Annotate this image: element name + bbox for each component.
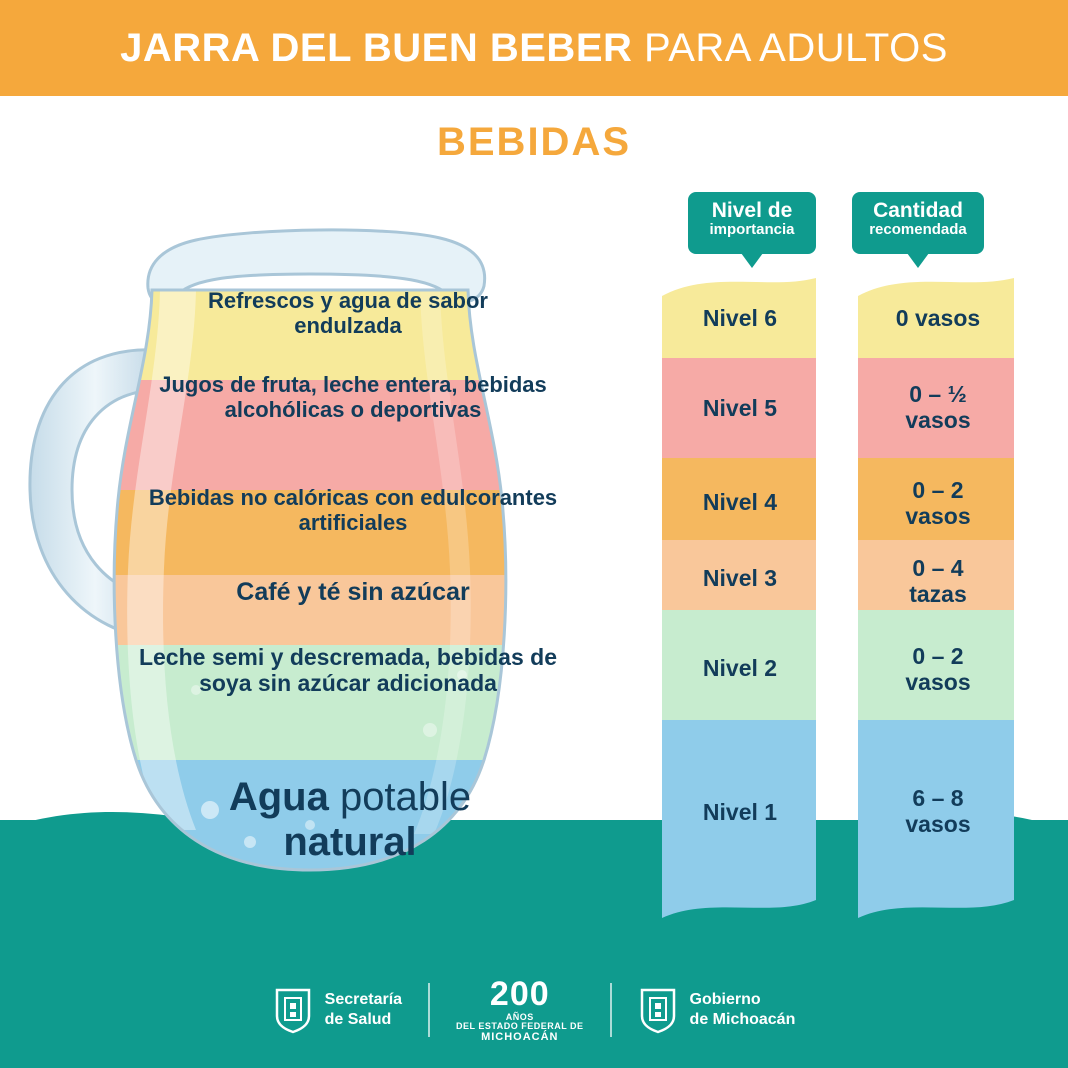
amount-tag-line2: recomendada [869,221,967,239]
anniversary-anos: AÑOS [505,1011,534,1022]
amount-label-3-line1: 0 – 4 [912,555,964,581]
level-label-5: Nivel 5 [702,395,778,421]
level-label-4: Nivel 4 [702,489,778,515]
footer-divider-right [610,983,612,1037]
logo-gobierno-michoacan [638,986,796,1034]
footer-divider-left [428,983,430,1037]
level-label-6: Nivel 6 [702,305,778,331]
amount-label-1 [838,786,1038,838]
water-label-rest: potable [328,775,472,819]
jug-label-level3-text: Café y té sin azúcar [236,578,470,606]
jug-label-level1 [150,775,550,865]
amount-label-2-line2: vasos [905,668,971,695]
level-column [640,278,840,918]
amount-label-2-line1: 0 – 2 [912,643,964,669]
water-label-line2: natural [283,819,417,864]
anniversary-line1: DEL ESTADO FEDERAL DE [456,1021,584,1032]
water-label-bold: Agua [228,775,329,819]
amount-label-3 [838,556,1038,608]
jug-label-level4 [148,485,558,535]
jug-label-level5 [158,372,548,422]
amount-tag-arrow [907,253,929,268]
jug-label-level6-text: Refrescos y agua de sabor endulzada [207,288,488,339]
level-label-1: Nivel 1 [702,799,778,825]
amount-label-6: 0 vasos [895,305,981,331]
crest-gobierno-icon [638,986,678,1034]
section-subtitle: BEBIDAS [436,120,632,164]
logo1-line2: de Salud [324,1011,392,1028]
crest-icon [273,986,313,1034]
jug-label-level6 [168,288,528,338]
jug-label-level4-text: Bebidas no calóricas con edulcorantes artificiales [148,485,558,536]
amount-column [838,278,1038,918]
anniversary-logo [456,974,584,1043]
amount-label-3-line2: tazas [909,580,967,607]
amount-label-4 [838,478,1038,530]
level-label-3: Nivel 3 [702,565,778,591]
logo-gobierno-text [690,990,796,1030]
amount-column-tag [852,192,984,254]
anniversary-number: 200 [489,974,550,1013]
level-label-2: Nivel 2 [702,655,778,681]
footer-logos [0,960,1068,1060]
logo-secretaria-salud [273,986,402,1034]
jug-label-level3 [158,578,548,607]
amount-label-5-line2: vasos [905,406,971,433]
logo2-line1: Gobierno [689,991,761,1008]
page-title-bold: JARRA DEL BUEN BEBER [120,25,633,70]
logo2-line2: de Michoacán [689,1011,796,1028]
amount-label-5-line1: 0 – ½ [909,381,967,407]
amount-label-2 [838,644,1038,696]
amount-label-5 [838,382,1038,434]
level-column-tag [688,192,816,254]
amount-label-4-line1: 0 – 2 [912,477,964,503]
level-tag-line2: importancia [709,221,795,239]
amount-label-1-line2: vasos [905,810,971,837]
page-title-light: PARA ADULTOS [644,25,948,70]
level-tag-line1: Nivel de [711,199,793,222]
page-header [0,0,1068,96]
page-title [120,26,948,71]
amount-label-1-line1: 6 – 8 [912,785,964,811]
amount-label-4-line2: vasos [905,502,971,529]
level-tag-arrow [741,253,763,268]
anniversary-line2: MICHOACÁN [481,1030,559,1043]
amount-tag-line1: Cantidad [873,199,963,222]
logo-secretaria-salud-text [325,990,402,1030]
logo1-line1: Secretaría [324,991,403,1008]
jug-label-level5-text: Jugos de fruta, leche entera, bebidas alcohólicas o deportivas [159,372,547,423]
jug-label-level2 [128,644,568,696]
jug-label-level2-text: Leche semi y descremada, bebidas de soya sin azúcar adicionada [138,644,558,697]
